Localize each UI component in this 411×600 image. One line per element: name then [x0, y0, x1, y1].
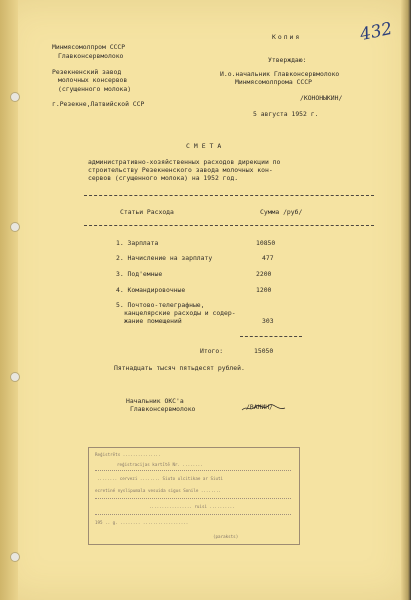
total-value: 15050	[254, 347, 274, 355]
punch-hole	[10, 552, 20, 562]
stamp-line: ........ cervezi ........ Siuto ulcitikae ar Siuti	[97, 476, 224, 481]
row-label: 1. Зарплата	[116, 239, 159, 247]
stamp-dotted-rule	[95, 514, 291, 515]
approver-signature: /КОНОНЫКИН/	[300, 94, 343, 102]
row-label: 3. Под'емные	[116, 270, 163, 278]
copy-label: Копия	[272, 33, 302, 41]
row-label-line3: жание помещений	[124, 317, 182, 325]
document-title: СМЕТА	[186, 142, 226, 150]
subtitle-line1: административно-хозяйственных расходов дирекции по	[88, 158, 281, 166]
signer-signature: /ВАНИН/	[246, 403, 273, 411]
approve-label: Утверждаю:	[268, 56, 307, 64]
row-label: 4. Командировочные	[116, 286, 186, 294]
row-label-line1: 5. Почтово-телеграфные,	[116, 301, 205, 309]
plant-line1: Резекненский завод	[52, 68, 122, 76]
row-value: 10850	[256, 239, 276, 247]
plant-city: г.Резекне,Латвийской ССР	[52, 100, 145, 108]
ministry-line2: Главконсервмолоко	[58, 52, 124, 60]
plant-line3: (сгущенного молока)	[58, 85, 132, 93]
subtitle-line3: сервов (сгущенного молока) на 1952 год.	[88, 174, 239, 182]
stamp-line: ecretiné nyslipumala vesuida sigus Sonile ........	[95, 488, 222, 493]
punch-hole	[10, 372, 20, 382]
total-in-words: Пятнадцать тысяч пятьдесят рублей.	[114, 364, 245, 372]
stamp-line: 195 .. g. ........ ..................	[95, 520, 189, 525]
signer-line2: Главконсервмолоко	[130, 405, 196, 413]
approval-date: 5 августа 1952 г.	[253, 110, 319, 118]
stamp-dotted-rule	[95, 498, 291, 499]
row-label-line2: канцелярские расходы и содер-	[124, 309, 236, 317]
punch-hole	[10, 92, 20, 102]
column-header-item: Статьи Расхода	[120, 208, 174, 216]
archive-registration-stamp	[88, 447, 300, 545]
stamp-dotted-rule	[95, 470, 291, 471]
table-header-rule	[84, 225, 374, 226]
page-edge	[401, 0, 411, 600]
punch-hole	[10, 222, 20, 232]
approver-line1: И.о.начальник Главконсервмолоко	[220, 70, 340, 78]
stamp-line: Reģistrēts ...............	[95, 452, 161, 457]
total-label: Итого:	[200, 347, 224, 355]
row-value: 2200	[256, 270, 272, 278]
subtitle-line2: строительству Резекненского завода молочных кон-	[88, 166, 273, 174]
ministry-line1: Минмясомолпром СССР	[52, 43, 126, 51]
table-top-rule	[84, 195, 374, 196]
row-value: 303	[262, 317, 274, 325]
approver-line2: Минмясомолпрома СССР	[235, 78, 312, 86]
stamp-line: (paraksts)	[213, 534, 239, 539]
column-header-sum: Сумма /руб/	[260, 208, 303, 216]
row-value: 1200	[256, 286, 272, 294]
row-value: 477	[262, 254, 274, 262]
stamp-line: ................. ruisi ..........	[149, 504, 235, 509]
row-label: 2. Начисление на зарплату	[116, 254, 213, 262]
total-rule	[240, 336, 302, 337]
signature-scribble	[241, 403, 287, 413]
plant-line2: молочных консервов	[58, 76, 128, 84]
stamp-line: reģistracijas kartītē Nr. ........	[117, 462, 203, 467]
signer-line1: Начальник ОКС'а	[126, 397, 184, 405]
archive-page-number: 432	[358, 18, 395, 46]
punch-holes	[10, 0, 20, 600]
